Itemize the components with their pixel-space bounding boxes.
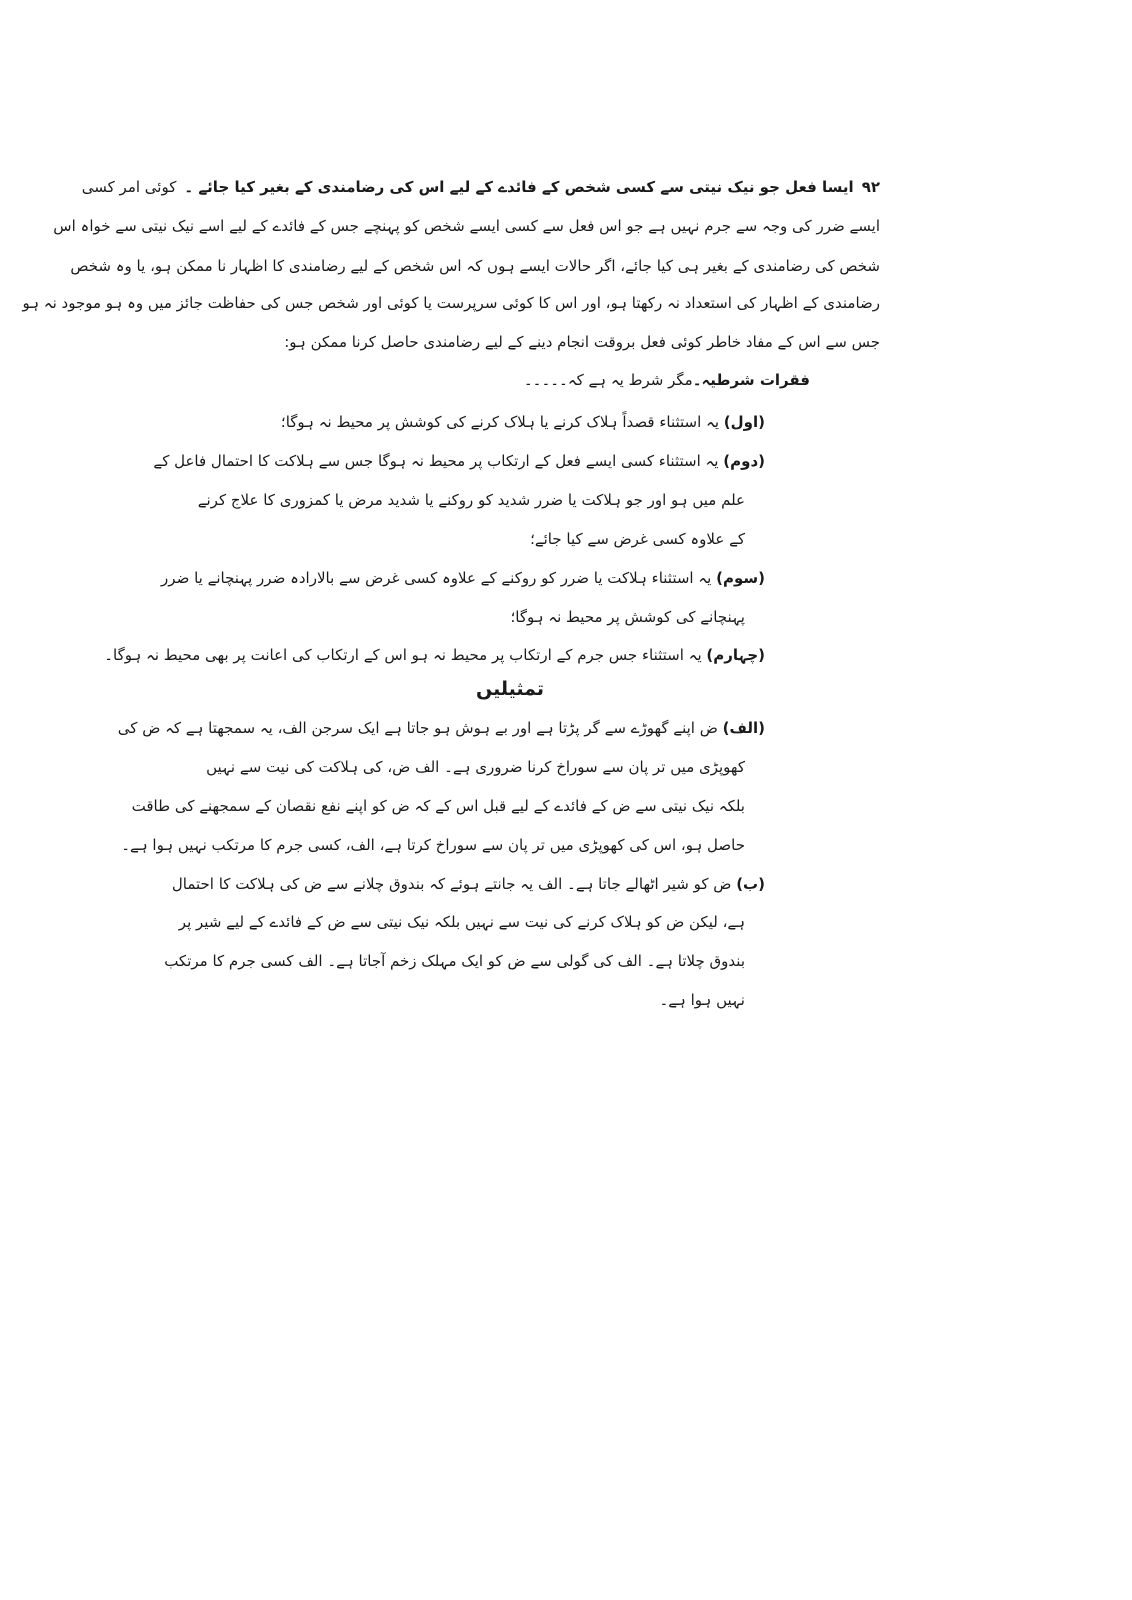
proviso-text: کے علاوہ کسی غرض سے کیا جائے؛	[530, 530, 745, 548]
illustrations-heading: تمثیلیں	[476, 678, 544, 700]
illustration-label: (ب)	[736, 875, 765, 893]
proviso-item	[104, 643, 765, 667]
body-line: شخص کی رضامندی کے بغیر ہی کیا جائے، اگر حالات ایسے ہوں کہ اس شخص کے لیے رضامندی کا اظہار نا ممکن ہو، یا وہ شخص	[70, 257, 880, 275]
proviso-text: یہ استثناء کسی ایسے فعل کے ارتکاب پر محیط نہ ہوگا جس سے ہلاکت کا احتمال فاعل کے	[153, 452, 719, 470]
proviso-label: (اول)	[723, 413, 765, 431]
proviso-label: (دوم)	[723, 452, 765, 470]
illustration-text: ہے، لیکن ض کو ہلاک کرنے کی نیت سے نہیں بلکہ نیک نیتی سے ض کے فائدے کے لیے شیر پر	[178, 913, 745, 931]
provisos-heading: فقرات شرطیہ۔	[692, 371, 810, 389]
body-line: رضامندی کے اظہار کی استعداد نہ رکھتا ہو، اور اس کا کوئی سرپرست یا کوئی اور شخص جس کی حفاظت جائز میں وہ ہو موجود نہ ہو	[22, 294, 880, 312]
proviso-item	[161, 566, 765, 590]
proviso-label: (سوم)	[716, 569, 765, 587]
illustration-text: حاصل ہو، اس کی کھوپڑی میں تر پان سے سوراخ کرتا ہے، الف، کسی جرم کا مرتکب نہیں ہوا ہے۔	[121, 836, 745, 854]
proviso-item	[153, 449, 765, 473]
proviso-item	[280, 410, 765, 434]
provisos-heading-line	[523, 368, 810, 392]
proviso-label: (چہارم)	[706, 646, 765, 664]
illustration-text: ض اپنے گھوڑے سے گر پڑتا ہے اور بے ہوش ہو جاتا ہے ایک سرجن الف، یہ سمجھتا ہے کہ ض کی	[117, 719, 718, 737]
illustration-text: ض کو شیر اٹھالے جاتا ہے۔ الف یہ جانتے ہوئے کہ بندوق چلانے سے ض کی ہلاکت کا احتمال	[171, 875, 732, 893]
proviso-text: یہ استثناء جس جرم کے ارتکاب پر محیط نہ ہو اس کے ارتکاب کی اعانت پر بھی محیط نہ ہوگا۔	[104, 646, 702, 664]
body-line: کوئی امر کسی	[81, 178, 177, 196]
section-heading-line	[82, 175, 880, 199]
illustration-item	[117, 716, 765, 740]
proviso-text: یہ استثناء قصداً ہلاک کرنے یا ہلاک کرنے کی کوشش پر محیط نہ ہوگا؛	[280, 413, 720, 431]
illustration-text: بلکہ نیک نیتی سے ض کے فائدے کے لیے قبل اس کے کہ ض کو اپنے نفع نقصان کے سمجھنے کی طاقت	[131, 797, 745, 815]
proviso-text: پہنچانے کی کوشش پر محیط نہ ہوگا؛	[510, 608, 745, 626]
illustration-text: بندوق چلاتا ہے۔ الف کی گولی سے ض کو ایک مہلک زخم آجاتا ہے۔ الف کسی جرم کا مرتکب	[164, 952, 745, 970]
illustration-text: نہیں ہوا ہے۔	[659, 991, 745, 1009]
illustration-text: کھوپڑی میں تر پان سے سوراخ کرنا ضروری ہے۔ الف ض، کی ہلاکت کی نیت سے نہیں	[206, 758, 745, 776]
body-line: ایسے ضرر کی وجہ سے جرم نہیں ہے جو اس فعل سے کسی ایسے شخص کو پہنچے جس کے فائدے کے لیے اسے نیک نیتی سے خواہ اس	[53, 217, 880, 235]
illustration-label: (الف)	[722, 719, 765, 737]
body-line: جس سے اس کے مفاد خاطر کوئی فعل بروقت انجام دینے کے لیے رضامندی حاصل کرنا ممکن ہو:	[284, 333, 880, 351]
proviso-text: علم میں ہو اور جو ہلاکت یا ضرر شدید کو روکنے یا شدید مرض یا کمزوری کا علاج کرنے	[197, 491, 745, 509]
illustration-item	[171, 872, 765, 896]
provisos-intro: مگر شرط یہ ہے کہ۔۔۔۔۔	[523, 371, 693, 389]
section-number: ۹۲	[861, 178, 880, 196]
section-heading: ایسا فعل جو نیک نیتی سے کسی شخص کے فائدے کے لیے اس کی رضامندی کے بغیر کیا جائے ۔	[184, 178, 854, 196]
proviso-text: یہ استثناء ہلاکت یا ضرر کو روکنے کے علاوہ کسی غرض سے بالارادہ ضرر پہنچانے یا ضرر	[161, 569, 712, 587]
